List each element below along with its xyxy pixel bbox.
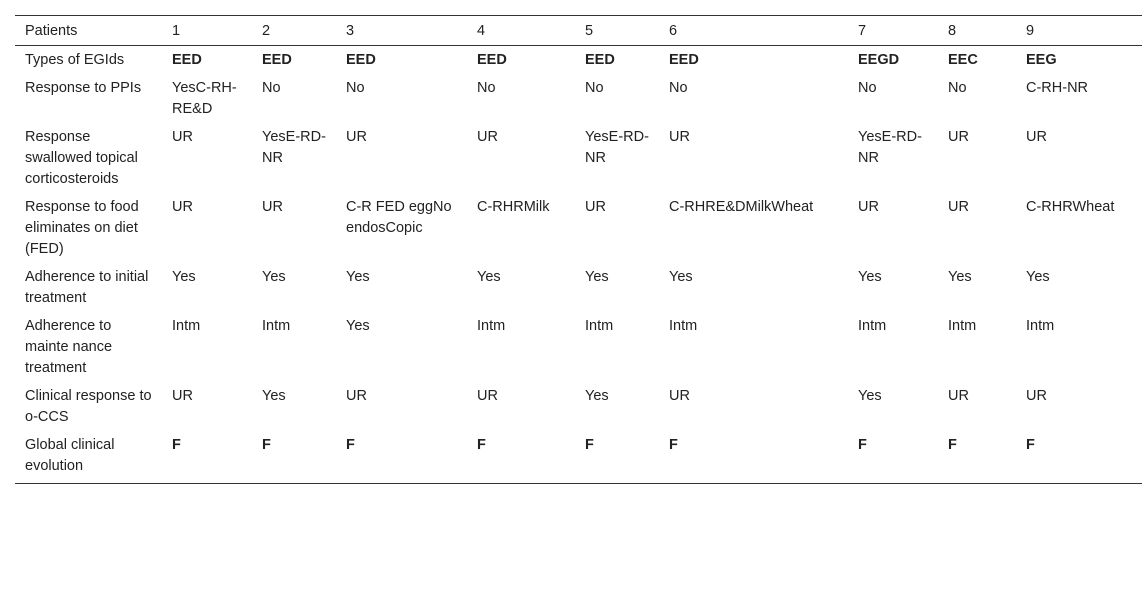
table-cell: F — [858, 437, 867, 453]
table-cell: Yes — [172, 269, 196, 285]
table-cell: UR — [948, 199, 969, 215]
table-cell: No — [669, 80, 688, 96]
table-cell: UR — [262, 199, 283, 215]
table-cell: F — [585, 437, 594, 453]
table-cell: No — [948, 80, 967, 96]
row-label: Global clinical evolution — [25, 437, 115, 474]
table-cell: Yes — [477, 269, 501, 285]
row-label: Response to food eliminates on diet (FED) — [25, 199, 139, 257]
table-row — [15, 46, 1142, 73]
table-cell: EEG — [1026, 52, 1057, 68]
table-row — [15, 121, 1142, 191]
table-row — [15, 310, 1142, 380]
patients-table — [15, 15, 1142, 484]
table-cell: F — [172, 437, 181, 453]
table-cell: UR — [172, 388, 193, 404]
table-cell: F — [948, 437, 957, 453]
table-cell: UR — [585, 199, 606, 215]
table-cell: UR — [1026, 388, 1047, 404]
table-cell: Intm — [948, 318, 977, 334]
table-cell: F — [1026, 437, 1035, 453]
table-cell: EEC — [948, 52, 978, 68]
table-cell: Intm — [669, 318, 698, 334]
table-header-row — [15, 16, 1142, 46]
table-cell: EED — [262, 52, 292, 68]
table-cell: EED — [172, 52, 202, 68]
table-cell: EED — [585, 52, 615, 68]
table-cell: UR — [477, 129, 498, 145]
header-patient-3: 3 — [346, 23, 355, 39]
table-cell: Intm — [1026, 318, 1055, 334]
table-cell: C-R FED eggNo endosCopic — [346, 199, 452, 236]
table-cell: Yes — [346, 269, 370, 285]
table-cell: UR — [669, 388, 690, 404]
row-label: Adherence to initial treatment — [25, 269, 149, 306]
table-cell: No — [346, 80, 365, 96]
table-cell: Intm — [172, 318, 201, 334]
header-patient-2: 2 — [262, 23, 271, 39]
patients-table-container — [15, 15, 1142, 484]
header-patient-7: 7 — [858, 23, 867, 39]
table-cell: EEGD — [858, 52, 900, 68]
table-cell: Intm — [262, 318, 291, 334]
table-cell: Yes — [669, 269, 693, 285]
table-cell: No — [477, 80, 496, 96]
table-cell: C-RHRE&DMilkWheat — [669, 199, 814, 215]
table-cell: UR — [346, 129, 367, 145]
table-cell: Yes — [858, 388, 882, 404]
table-row — [15, 429, 1142, 484]
header-patient-8: 8 — [948, 23, 957, 39]
table-cell: Yes — [1026, 269, 1050, 285]
table-cell: Intm — [477, 318, 506, 334]
row-label: Response swallowed topical corticosteroids — [25, 129, 138, 187]
table-cell: Yes — [948, 269, 972, 285]
table-row — [15, 261, 1142, 310]
table-cell: UR — [948, 388, 969, 404]
row-label: Response to PPIs — [25, 80, 142, 96]
row-label: Clinical response to o-CCS — [25, 388, 152, 425]
table-cell: EED — [346, 52, 376, 68]
row-label: Types of EGIds — [25, 52, 125, 68]
table-cell: EED — [477, 52, 507, 68]
table-cell: C-RHRWheat — [1026, 199, 1115, 215]
table-cell: Yes — [262, 269, 286, 285]
table-cell: UR — [477, 388, 498, 404]
table-cell: YesE-RD-NR — [858, 129, 922, 166]
header-patients: Patients — [25, 23, 78, 39]
table-cell: UR — [346, 388, 367, 404]
header-patient-4: 4 — [477, 23, 486, 39]
table-cell: YesE-RD-NR — [262, 129, 326, 166]
table-cell: YesC-RH-RE&D — [172, 80, 237, 117]
table-cell: No — [585, 80, 604, 96]
table-cell: UR — [172, 129, 193, 145]
table-cell: No — [858, 80, 877, 96]
table-cell: EED — [669, 52, 699, 68]
table-cell: UR — [858, 199, 879, 215]
table-row — [15, 380, 1142, 429]
table-cell: Intm — [585, 318, 614, 334]
table-cell: Intm — [858, 318, 887, 334]
table-row — [15, 72, 1142, 121]
table-cell: C-RH-NR — [1026, 80, 1089, 96]
table-cell: YesE-RD-NR — [585, 129, 649, 166]
table-cell: C-RHRMilk — [477, 199, 550, 215]
header-patient-1: 1 — [172, 23, 181, 39]
table-cell: UR — [948, 129, 969, 145]
table-cell: No — [262, 80, 281, 96]
table-row — [15, 191, 1142, 261]
row-label: Adherence to mainte nance treatment — [25, 318, 113, 376]
table-cell: UR — [172, 199, 193, 215]
table-cell: UR — [1026, 129, 1047, 145]
table-cell: UR — [669, 129, 690, 145]
table-cell: Yes — [585, 388, 609, 404]
table-cell: F — [262, 437, 271, 453]
table-cell: F — [346, 437, 355, 453]
table-cell: Yes — [346, 318, 370, 334]
table-cell: Yes — [585, 269, 609, 285]
table-cell: F — [477, 437, 486, 453]
table-cell: Yes — [858, 269, 882, 285]
header-patient-9: 9 — [1026, 23, 1035, 39]
table-cell: F — [669, 437, 678, 453]
table-cell: Yes — [262, 388, 286, 404]
header-patient-6: 6 — [669, 23, 678, 39]
header-patient-5: 5 — [585, 23, 594, 39]
table-body — [15, 46, 1142, 484]
